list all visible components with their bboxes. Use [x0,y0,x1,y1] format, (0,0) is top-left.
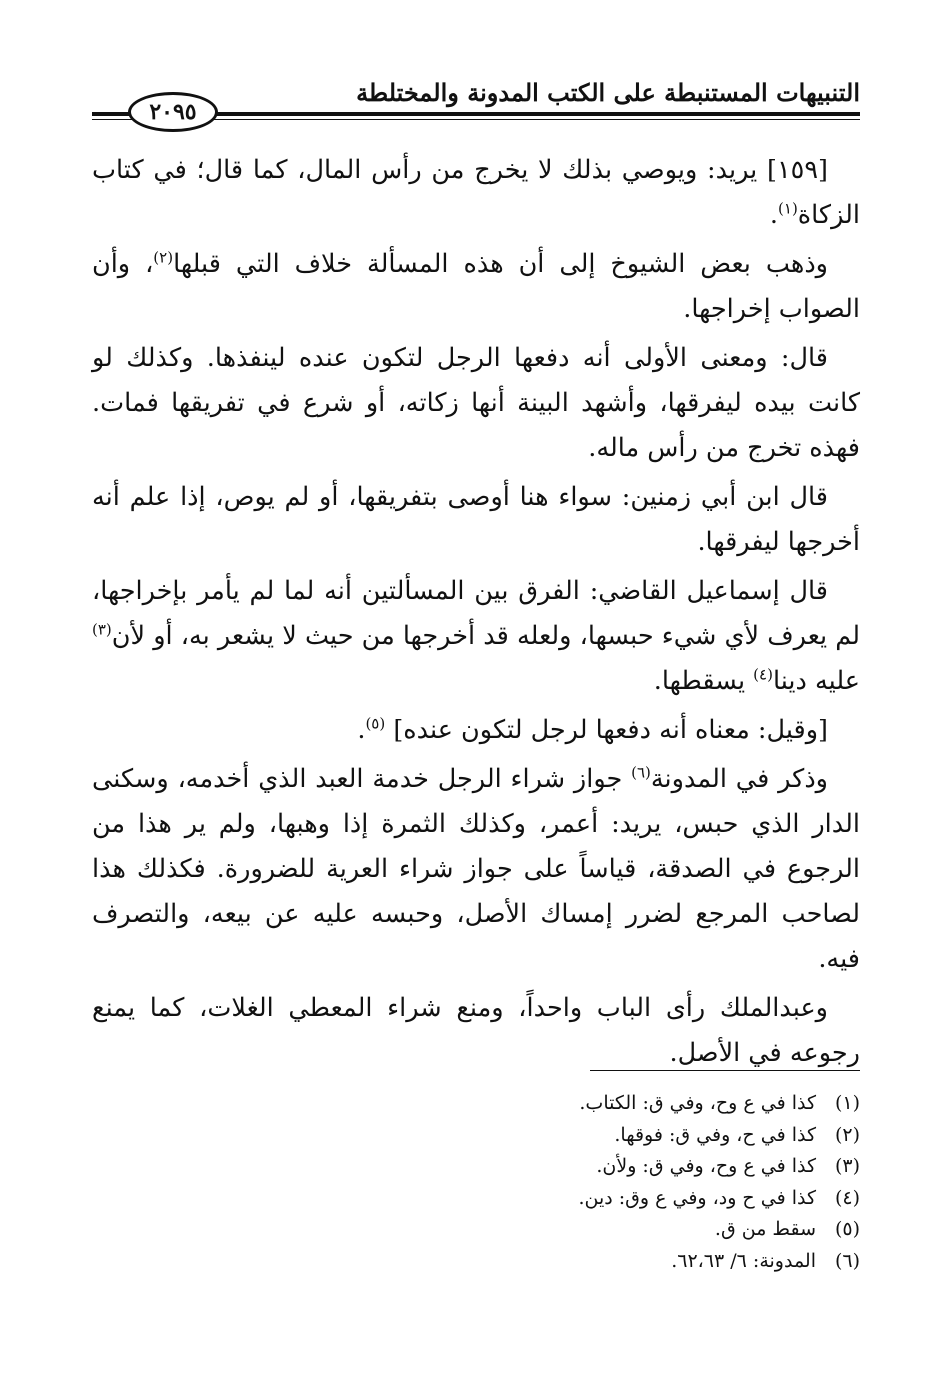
page-number: ٢٠٩٥ [128,92,218,132]
footnote-number: (١) [834,1092,860,1114]
footnote-text: كذا في ح ود، وفي ع وق: دين. [578,1186,816,1209]
paragraph-159 [92,148,860,238]
footnote-ref-2: (٢) [153,248,174,267]
footnote-ref-4: (٤) [753,665,773,684]
paragraph-2 [92,242,860,332]
footnote-item [92,1151,860,1183]
footnotes [92,1088,860,1277]
paragraph-7 [92,757,860,982]
footnote-number: (٤) [834,1186,860,1209]
text-run: قال إسماعيل القاضي: الفرق بين المسألتين أنه لما لم يأمر بإخراجها، لم يعرف لأي شيء حبسها، ولعله قد أخرجها من حيث لا يشعر به، أو لأن [92,576,860,651]
paragraph-6 [92,708,860,753]
footnote-separator [590,1070,860,1071]
footnote-item [92,1214,860,1246]
text-run: وذكر في المدونة [650,764,828,794]
text-run: ، وأن الصواب إخراجها. [92,249,860,324]
footnote-text: سقط من ق. [714,1218,816,1240]
paragraph-3: قال: ومعنى الأولى أنه دفعها الرجل لتكون عنده لينفذها. وكذلك لو كانت بيده ليفرقها، وأشهد البينة أنها زكاته، أو شرع في تفريقها فمات. فهذه تخرج من رأس ماله. [92,343,860,463]
paragraph-5 [92,569,860,704]
main-text [92,148,860,1080]
footnote-text: كذا في ع وح، وفي ق: ولأن. [596,1155,816,1177]
text-run: وذهب بعض الشيوخ إلى أن هذه المسألة خلاف التي قبلها [173,249,828,279]
footnote-item [92,1088,860,1120]
text-run: عليه دينا [772,666,860,696]
text-run: . [357,715,366,745]
footnote-ref-5: (٥) [365,714,386,733]
text-run: جواز شراء الرجل خدمة العبد الذي أخدمه، وسكنى الدار الذي حبس، يريد: أعمر، وكذلك الثمرة إذا وهبها، ولم ير هذا من الرجوع في الصدقة، قياساً على جواز شراء العرية للضرورة. فكذلك هذا لصاحب المرجع لضرر إمساك الأصل، وحبسه عليه عن بيعه، والتصرف فيه. [92,764,860,974]
footnote-ref-6: (٦) [631,763,651,782]
footnote-text: كذا في ح، وفي ق: فوقها. [614,1123,816,1146]
footnote-item [92,1246,860,1278]
text-run: . [769,200,779,230]
text-run: [١٥٩] يريد: ويوصي بذلك لا يخرج من رأس المال، كما قال؛ في كتاب الزكاة [92,155,860,230]
footnote-item [92,1120,860,1152]
footnote-ref-1: (١) [778,199,798,218]
footnote-ref-3: (٣) [92,620,112,639]
footnote-number: (٢) [834,1123,860,1146]
running-title: التنبيهات المستنبطة على الكتب المدونة والمختلطة [356,78,860,107]
footnote-number: (٣) [834,1155,860,1177]
paragraph-4: قال ابن أبي زمنين: سواء هنا أوصى بتفريقها، أو لم يوص، إذا علم أنه أخرجها ليفرقها. [92,482,860,557]
footnote-number: (٥) [834,1218,860,1240]
footnote-text: المدونة: ٦/ ٦٢،٦٣. [671,1249,816,1272]
footnote-text: كذا في ع وح، وفي ق: الكتاب. [579,1092,816,1114]
footnote-item [92,1183,860,1215]
text-run: يسقطها. [653,666,754,696]
footnote-number: (٦) [834,1249,860,1272]
paragraph-8: وعبدالملك رأى الباب واحداً، ومنع شراء المعطي الغلات، كما يمنع رجوعه في الأصل. [92,993,860,1068]
text-run: [وقيل: معناه أنه دفعها لرجل لتكون عنده] [393,715,828,745]
